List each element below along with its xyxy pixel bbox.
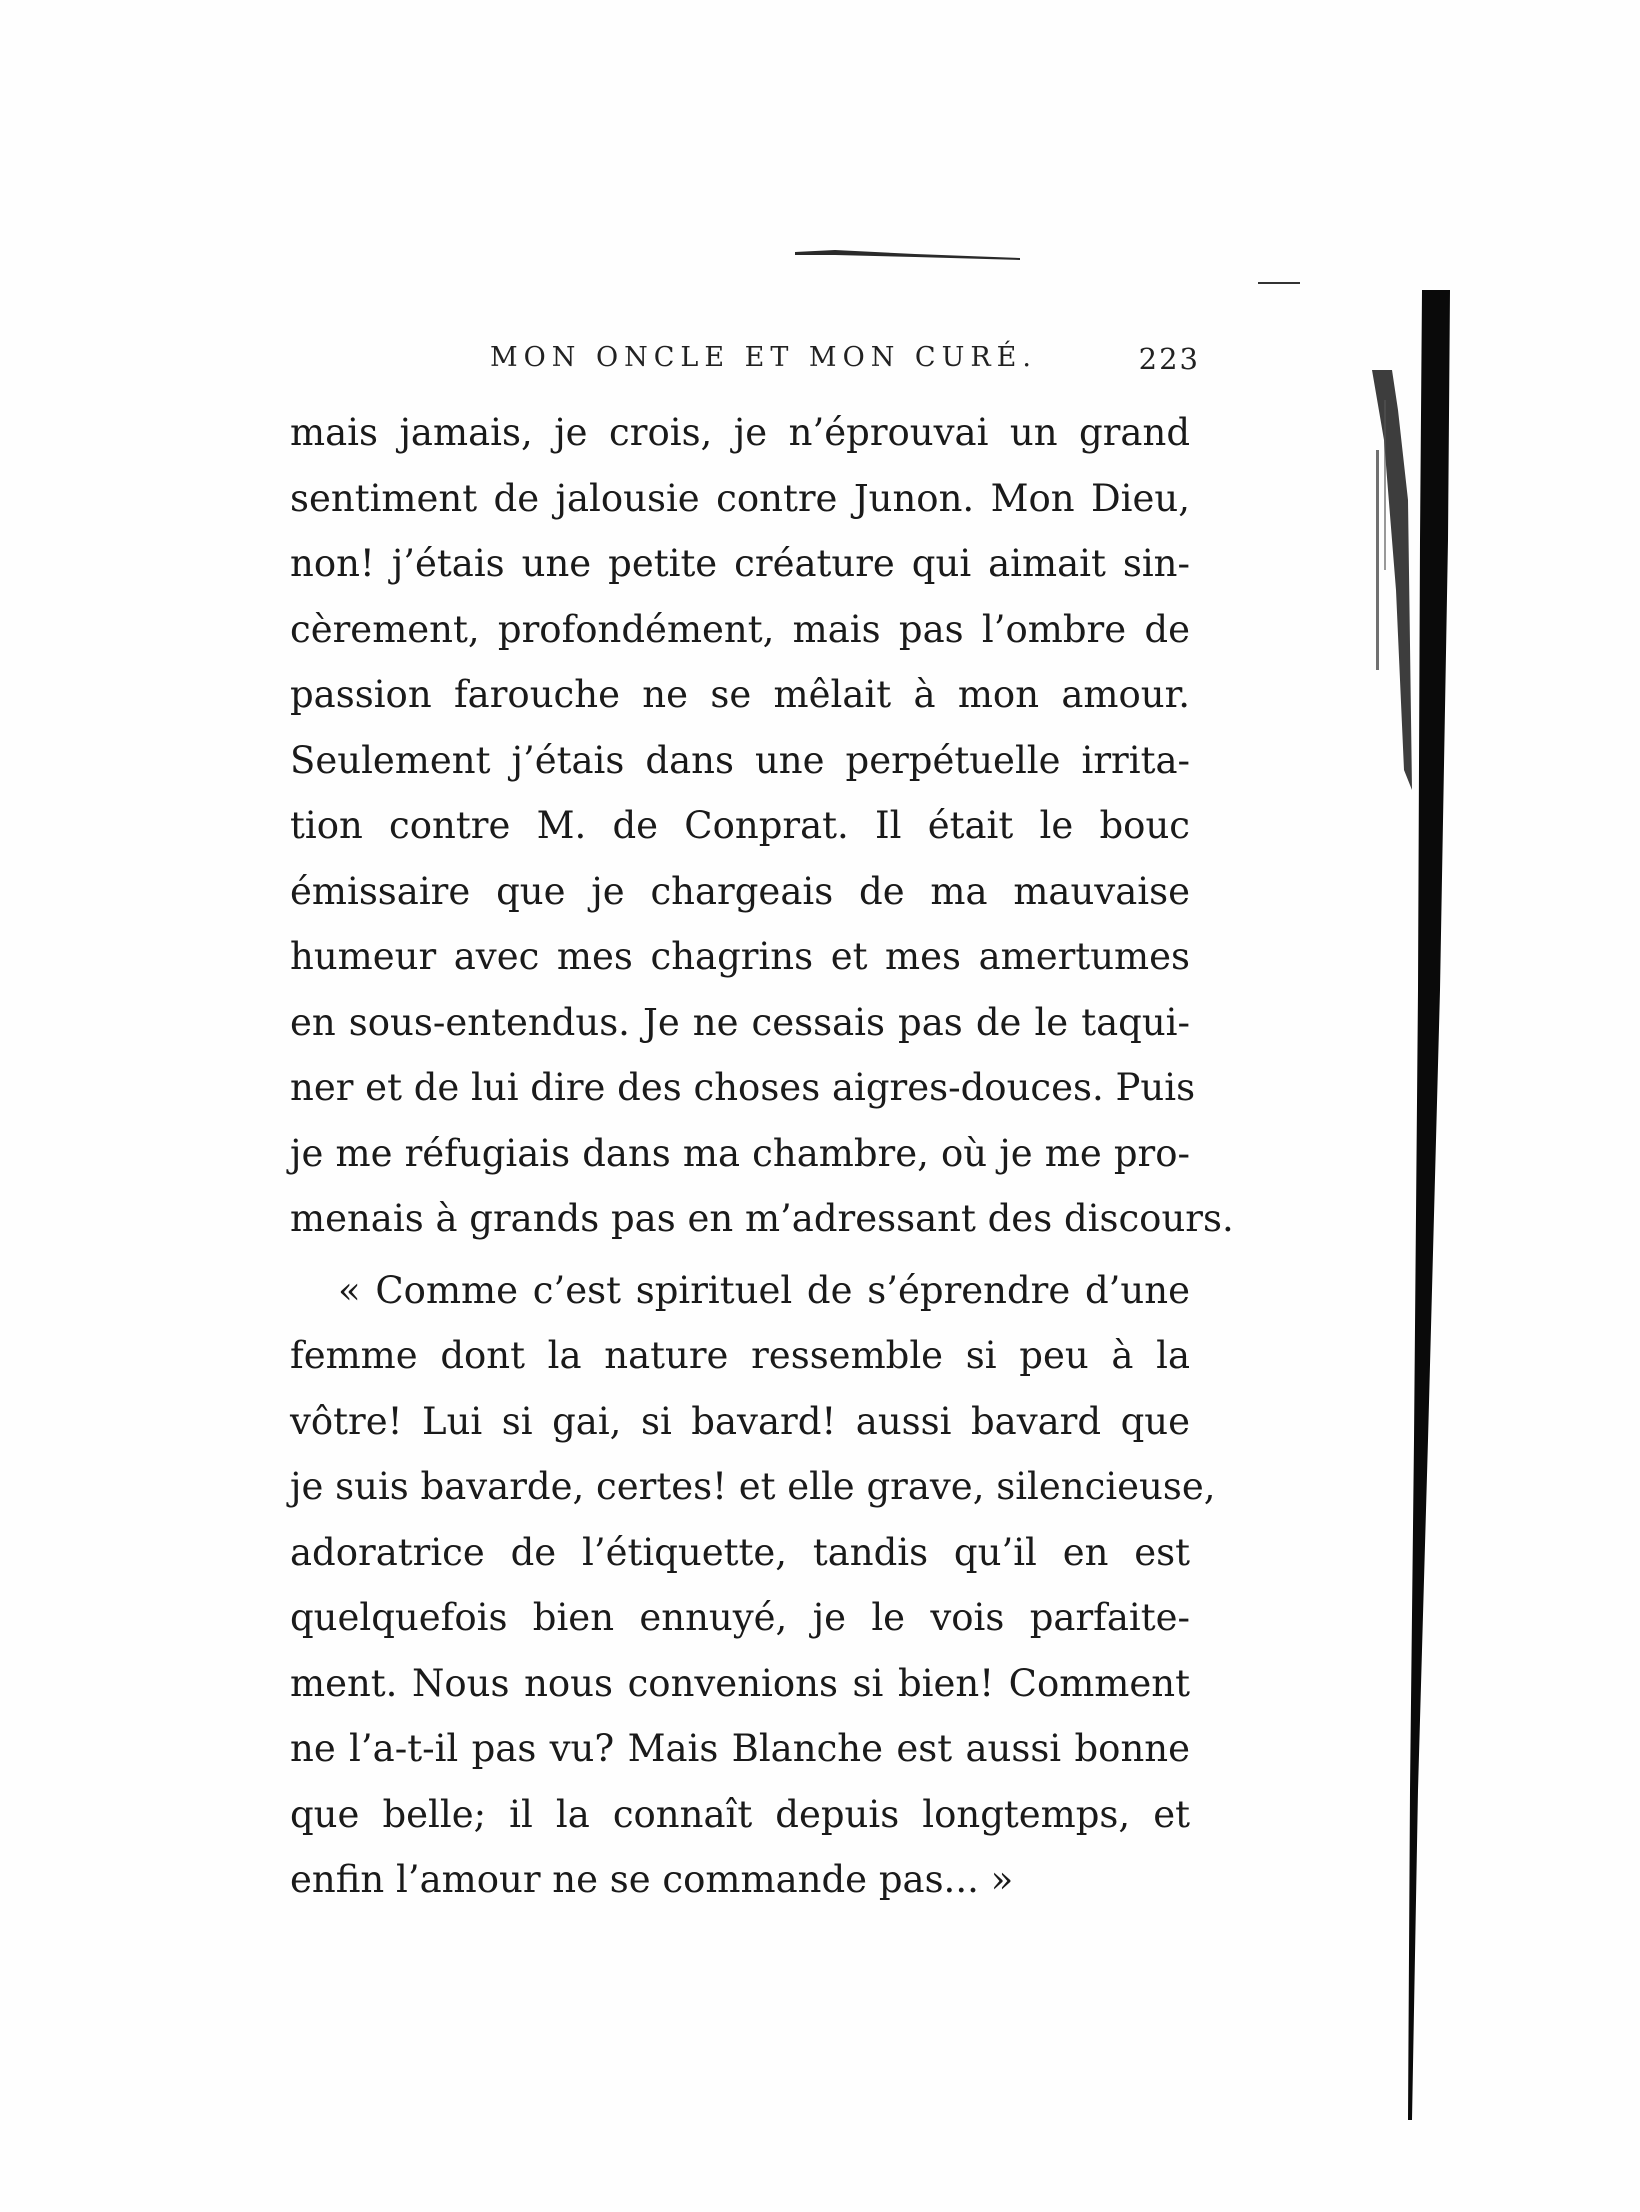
text-line: émissaire que je chargeais de ma mauvaise [290, 869, 1190, 913]
text-line: humeur avec mes chagrins et mes amertumes [290, 935, 1190, 978]
text-line: tion contre M. de Conprat. Il était le bouc [290, 804, 1190, 847]
paragraph [290, 1258, 1216, 1913]
text-line: adoratrice de l’étiquette, tandis qu’il en est [290, 1530, 1190, 1574]
body-text [290, 400, 1234, 1913]
text-line: enfin l’amour ne se commande pas... » [290, 1858, 1014, 1901]
text-line: non! j’étais une petite créature qui aimait sin- [290, 542, 1190, 585]
text-line: passion farouche ne se mêlait à mon amour. [290, 673, 1190, 716]
paragraph [290, 400, 1234, 1252]
text-line: menais à grands pas en m’adressant des discours. [290, 1197, 1234, 1240]
scan-artifact-mark [795, 248, 1020, 262]
text-line: que belle; il la connaît depuis longtemps, et [290, 1792, 1190, 1836]
text-line: cèrement, profondément, mais pas l’ombre de [290, 607, 1190, 651]
text-line: mais jamais, je crois, je n’éprouvai un grand [290, 411, 1190, 454]
running-title: MON ONCLE ET MON CURÉ. [490, 342, 1037, 373]
page-number: 223 [1138, 342, 1200, 376]
text-line: « Comme c’est spirituel de s’éprendre d’une [338, 1268, 1190, 1312]
text-line: je suis bavarde, certes! et elle grave, silencieuse, [290, 1465, 1216, 1508]
text-line: sentiment de jalousie contre Junon. Mon Dieu, [290, 476, 1190, 520]
text-line: femme dont la nature ressemble si peu à la [290, 1334, 1190, 1377]
book-spine-shadow [1300, 290, 1480, 2130]
text-line: je me réfugiais dans ma chambre, où je me pro- [290, 1131, 1190, 1175]
text-line: en sous-entendus. Je ne cessais pas de le taqui- [290, 1000, 1190, 1044]
running-header [490, 342, 1200, 392]
scan-artifact-dash [1258, 280, 1300, 286]
text-line: ne l’a-t-il pas vu? Mais Blanche est aussi bonne [290, 1727, 1190, 1770]
text-line: vôtre! Lui si gai, si bavard! aussi bavard que [290, 1399, 1190, 1443]
text-line: ner et de lui dire des choses aigres-douces. Puis [290, 1066, 1196, 1109]
text-line: ment. Nous nous convenions si bien! Comment [290, 1661, 1190, 1705]
text-line: Seulement j’étais dans une perpétuelle irrita- [290, 738, 1190, 782]
text-line: quelquefois bien ennuyé, je le vois parfaite- [290, 1596, 1190, 1639]
